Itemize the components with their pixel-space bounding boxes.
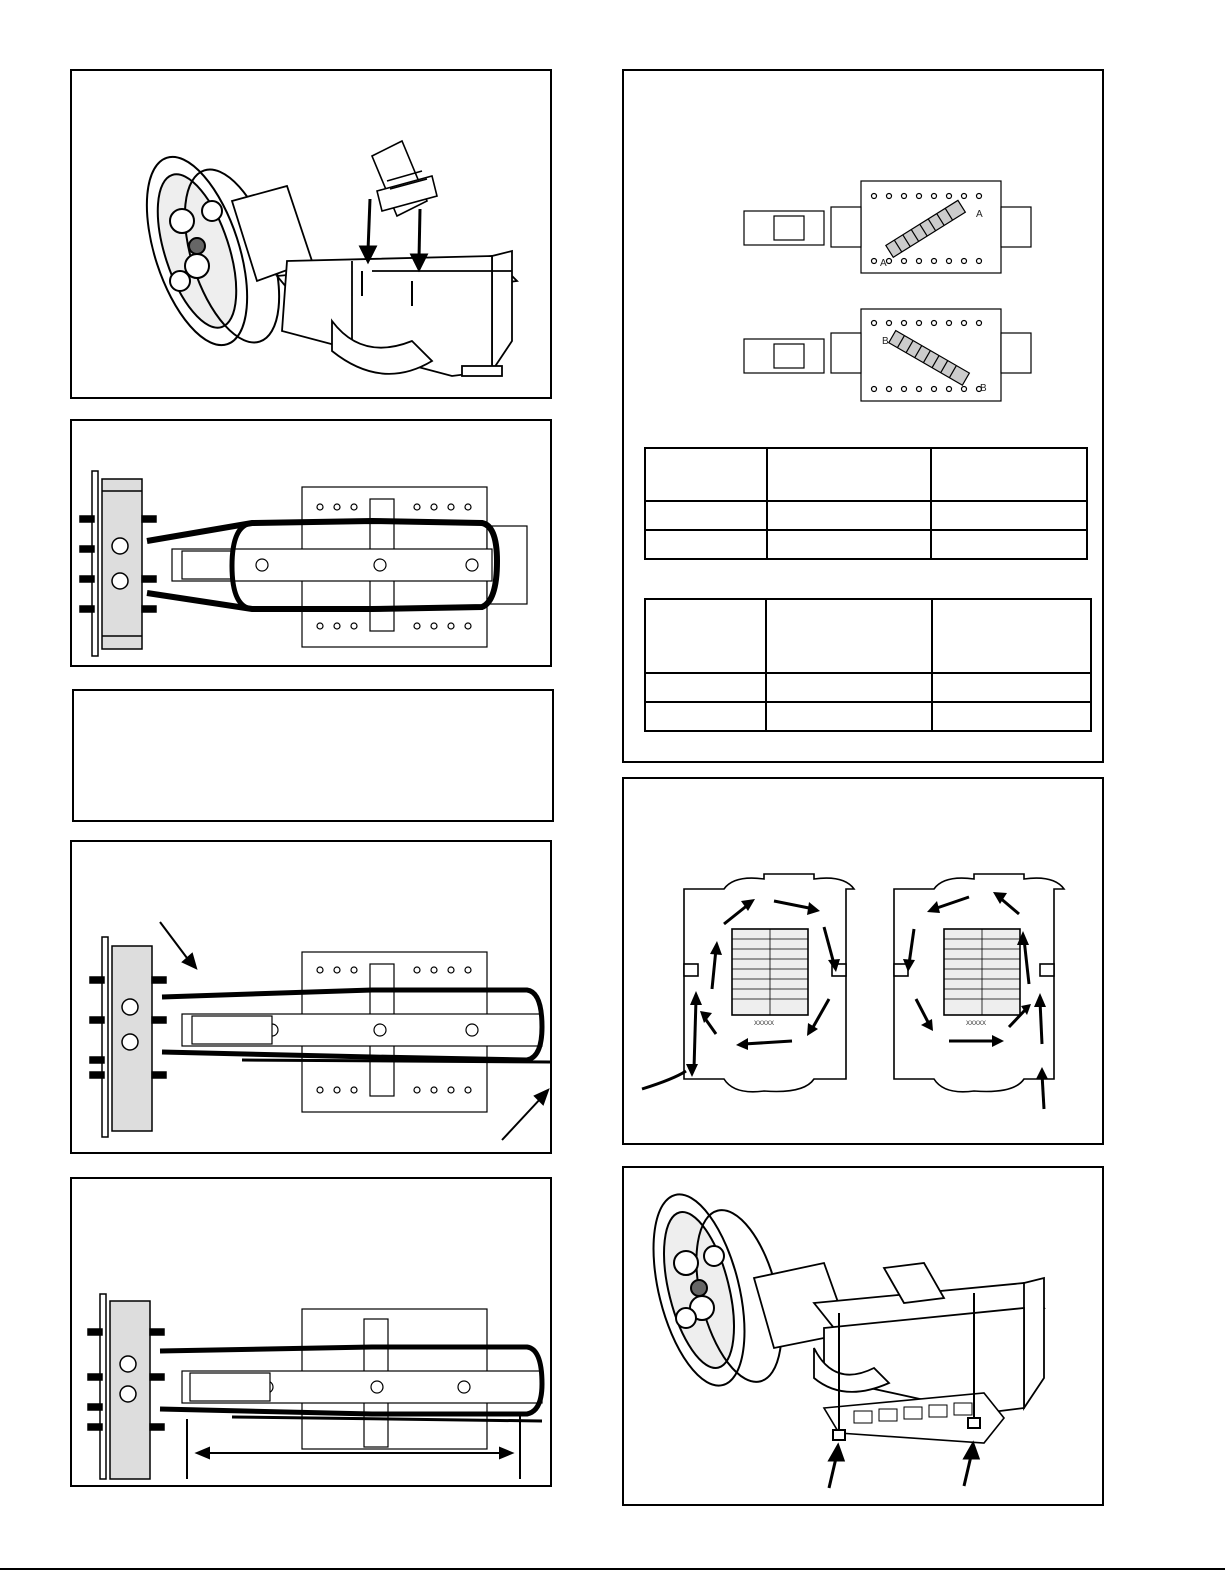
table1-cell (645, 448, 767, 501)
splice-tray-left (684, 874, 854, 1092)
splice-basket-body (754, 1263, 1044, 1413)
tray-label-right: XXXXX (966, 1021, 987, 1027)
end-plate-side (88, 1294, 164, 1479)
figure-8-illustration (624, 1168, 1106, 1508)
figure-2-panel (70, 419, 552, 667)
orientation-b-assembly (744, 309, 1031, 401)
splice-basket-body (232, 186, 517, 376)
tray-label-left: XXXXX (754, 1021, 775, 1027)
tray-plate (182, 1309, 542, 1449)
footer-rule (0, 1568, 1225, 1570)
orientation-table-1 (644, 447, 1088, 560)
table2-cell (645, 599, 766, 673)
tray-plate (172, 487, 527, 647)
figure-2-illustration (72, 421, 554, 669)
table2-cell (932, 702, 1091, 731)
figure-7-panel (622, 777, 1104, 1145)
splice-tray-right (894, 874, 1064, 1092)
figure-4-illustration (72, 842, 554, 1156)
table1-cell (931, 501, 1087, 530)
figure-3-note-box (72, 689, 554, 822)
table2-cell (766, 673, 932, 702)
figure-6-illustration (624, 71, 1106, 431)
figure-4-panel (70, 840, 552, 1154)
figure-6-panel (622, 69, 1104, 763)
splice-tray-bracket (372, 141, 437, 216)
figure-5-illustration (72, 1179, 554, 1489)
table2-cell (766, 702, 932, 731)
tray-plate (182, 952, 542, 1112)
figure-1-illustration (72, 71, 554, 401)
table1-cell (645, 501, 767, 530)
table2-cell (645, 702, 766, 731)
label-a-top: A (976, 209, 983, 220)
fastener-arrows (829, 1444, 978, 1488)
figure-5-panel (70, 1177, 552, 1487)
end-plate-side (90, 937, 166, 1137)
figure-7-illustration (624, 779, 1106, 1147)
label-b-top: B (882, 336, 889, 347)
figure-1-panel (70, 69, 552, 399)
table1-cell (645, 530, 767, 559)
table2-cell (932, 673, 1091, 702)
table2-cell (932, 599, 1091, 673)
orientation-a-assembly (744, 181, 1031, 273)
table1-cell (931, 530, 1087, 559)
table1-cell (767, 448, 931, 501)
table1-cell (767, 501, 931, 530)
label-a-bottom: A (880, 258, 887, 269)
figure-8-panel (622, 1166, 1104, 1506)
orientation-table-2 (644, 598, 1092, 732)
table2-cell (766, 599, 932, 673)
table2-cell (645, 673, 766, 702)
table1-cell (931, 448, 1087, 501)
table1-cell (767, 530, 931, 559)
end-plate-side (80, 471, 156, 656)
label-b-bottom: B (980, 383, 987, 394)
